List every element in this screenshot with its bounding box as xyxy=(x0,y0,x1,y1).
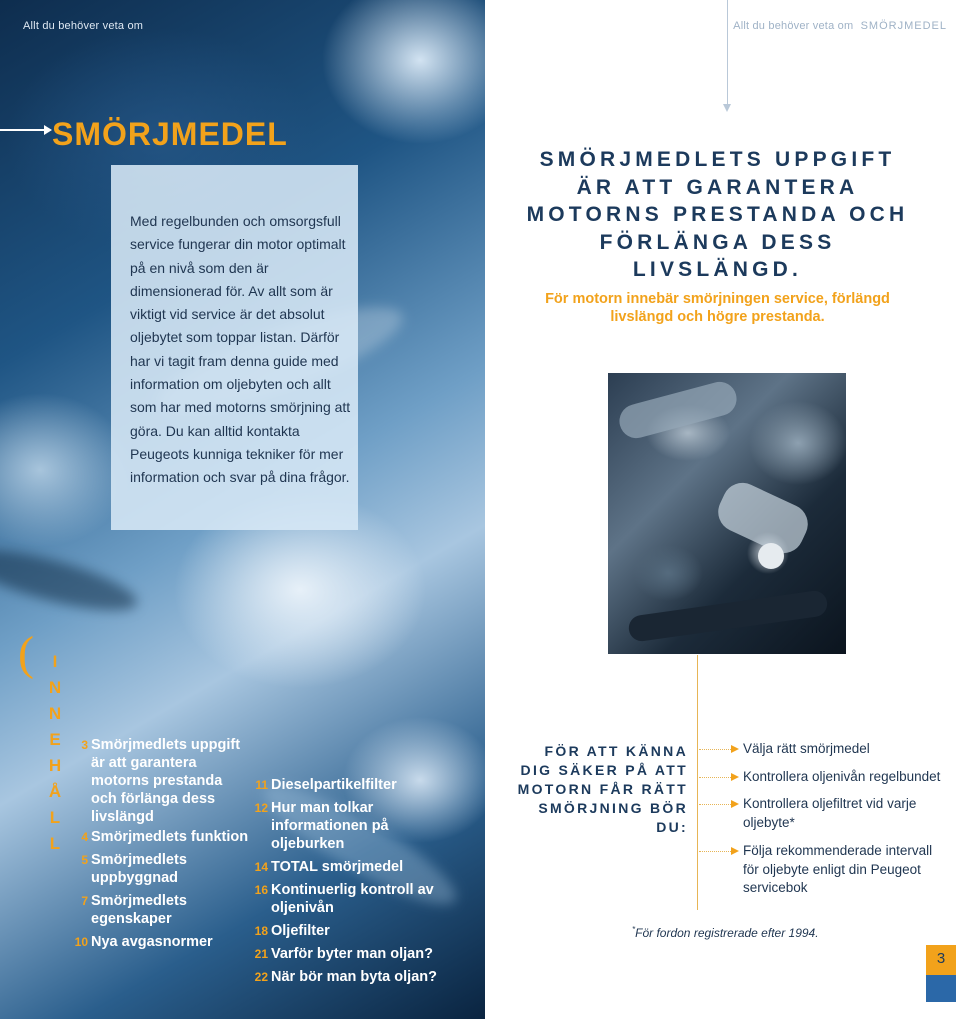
toc-page-number: 12 xyxy=(254,801,268,815)
contents-vertical-label xyxy=(48,652,62,860)
contents-letter: N xyxy=(48,678,62,697)
toc-label: Smörjmedlets funktion xyxy=(91,829,249,845)
toc-label: Smörjmedlets egenskaper xyxy=(91,893,187,927)
toc-page-number: 21 xyxy=(254,947,268,961)
toc-label: Smörjmedlets uppbyggnad xyxy=(91,852,187,886)
list-item xyxy=(699,740,944,759)
footnote-text: För fordon registrerade efter 1994. xyxy=(635,926,819,940)
toc-label: Oljefilter xyxy=(271,923,330,939)
advice-heading: FÖR ATT KÄNNA DIG SÄKER PÅ ATT MOTORN FÅR RÄTT SMÖRJNING BÖR DU: xyxy=(517,743,688,835)
contents-letter: L xyxy=(49,808,61,827)
toc-page-number: 18 xyxy=(254,924,268,938)
toc-label: När bör man byta oljan? xyxy=(271,969,437,985)
toc-label: Kontinuerlig kontroll av oljenivån xyxy=(271,882,434,916)
list-item-text: Välja rätt smörjmedel xyxy=(743,741,870,756)
toc-item[interactable] xyxy=(62,736,257,826)
toc-label: TOTAL smörjmedel xyxy=(271,859,404,875)
contents-letter: E xyxy=(49,730,61,749)
contents-bracket: ( xyxy=(18,627,34,680)
header-prefix: Allt du behöver veta om xyxy=(733,20,854,32)
intro-text: Med regelbunden och omsorgsfull service fungerar din motor optimalt på en nivå som den är dimensionerad för. Av allt som är viktigt vid service är det absolut oljebytet som toppar listan. Därför har vi tagit fram denna guide med information om oljebyten och allt som har med motorns smörjning att göra. Du kan alltid kontakta Peugeots kunniga tekniker för mer information och svar på dina frågor. xyxy=(130,213,351,486)
toc-page-number: 5 xyxy=(81,853,88,867)
page-tab-bar xyxy=(926,975,956,1002)
list-item-text: Följa rekommenderade intervall för oljebyte enligt din Peugeot servicebok xyxy=(743,843,933,895)
toc-item[interactable] xyxy=(62,933,257,951)
engine-photo xyxy=(608,373,846,654)
arrow-right-icon xyxy=(699,851,737,852)
arrow-right-icon xyxy=(699,804,737,805)
page-number: 3 xyxy=(936,950,946,967)
toc-item[interactable] xyxy=(240,776,455,794)
footnote-mark: * xyxy=(632,925,636,934)
toc-page-number: 3 xyxy=(81,738,88,752)
toc-label: Nya avgasnormer xyxy=(91,934,213,950)
subheadline: För motorn innebär smörjningen service, förlängd livslängd och högre prestanda. xyxy=(545,291,890,325)
left-running-header: Allt du behöver veta om xyxy=(23,20,144,32)
title-arrow-icon xyxy=(0,129,46,131)
toc-page-number: 11 xyxy=(255,778,268,792)
toc-item[interactable] xyxy=(240,945,455,963)
contents-letter: H xyxy=(48,756,62,775)
toc-page-number: 4 xyxy=(81,830,88,844)
list-item xyxy=(699,795,944,832)
list-item-text: Kontrollera oljenivån regelbundet xyxy=(743,768,941,784)
toc-page-number: 10 xyxy=(74,935,88,949)
divider-line xyxy=(697,655,698,910)
list-item xyxy=(699,842,944,898)
arrow-down-icon xyxy=(727,0,728,106)
toc-label: Hur man tolkar informationen på oljeburken xyxy=(271,800,389,852)
toc-item[interactable] xyxy=(62,851,257,887)
toc-item[interactable] xyxy=(240,922,455,940)
page-title: SMÖRJMEDEL xyxy=(52,116,288,152)
toc-column-left xyxy=(62,736,257,951)
advice-list xyxy=(699,740,944,898)
toc-item[interactable] xyxy=(240,881,455,917)
arrow-right-icon xyxy=(699,777,737,778)
contents-letter: I xyxy=(52,652,58,671)
contents-letter: N xyxy=(48,704,62,723)
toc-page-number: 16 xyxy=(254,883,268,897)
contents-letter: Å xyxy=(48,782,62,801)
right-running-header xyxy=(733,20,947,32)
header-section: SMÖRJMEDEL xyxy=(860,20,947,32)
toc-item[interactable] xyxy=(240,799,455,853)
list-item xyxy=(699,768,944,787)
toc-page-number: 7 xyxy=(81,894,88,908)
toc-label: Dieselpartikelfilter xyxy=(271,777,397,793)
toc-item[interactable] xyxy=(62,828,257,846)
toc-column-right xyxy=(240,776,455,986)
toc-item[interactable] xyxy=(62,892,257,928)
headline: SMÖRJMEDLETS UPPGIFT ÄR ATT GARANTERA MOTORNS PRESTANDA OCH FÖRLÄNGA DESS LIVSLÄNGD. xyxy=(526,148,909,281)
list-item-text: Kontrollera oljefiltret vid varje oljebyte* xyxy=(743,796,917,830)
contents-letter: L xyxy=(49,834,61,853)
arrow-right-icon xyxy=(699,749,737,750)
toc-label: Smörjmedlets uppgift är att garantera motorns prestanda och förlänga dess livslängd xyxy=(91,737,241,825)
toc-label: Varför byter man oljan? xyxy=(271,946,433,962)
footnote xyxy=(632,925,819,940)
toc-item[interactable] xyxy=(240,968,455,986)
toc-page-number: 14 xyxy=(254,860,268,874)
toc-page-number: 22 xyxy=(254,970,268,984)
toc-item[interactable] xyxy=(240,858,455,876)
